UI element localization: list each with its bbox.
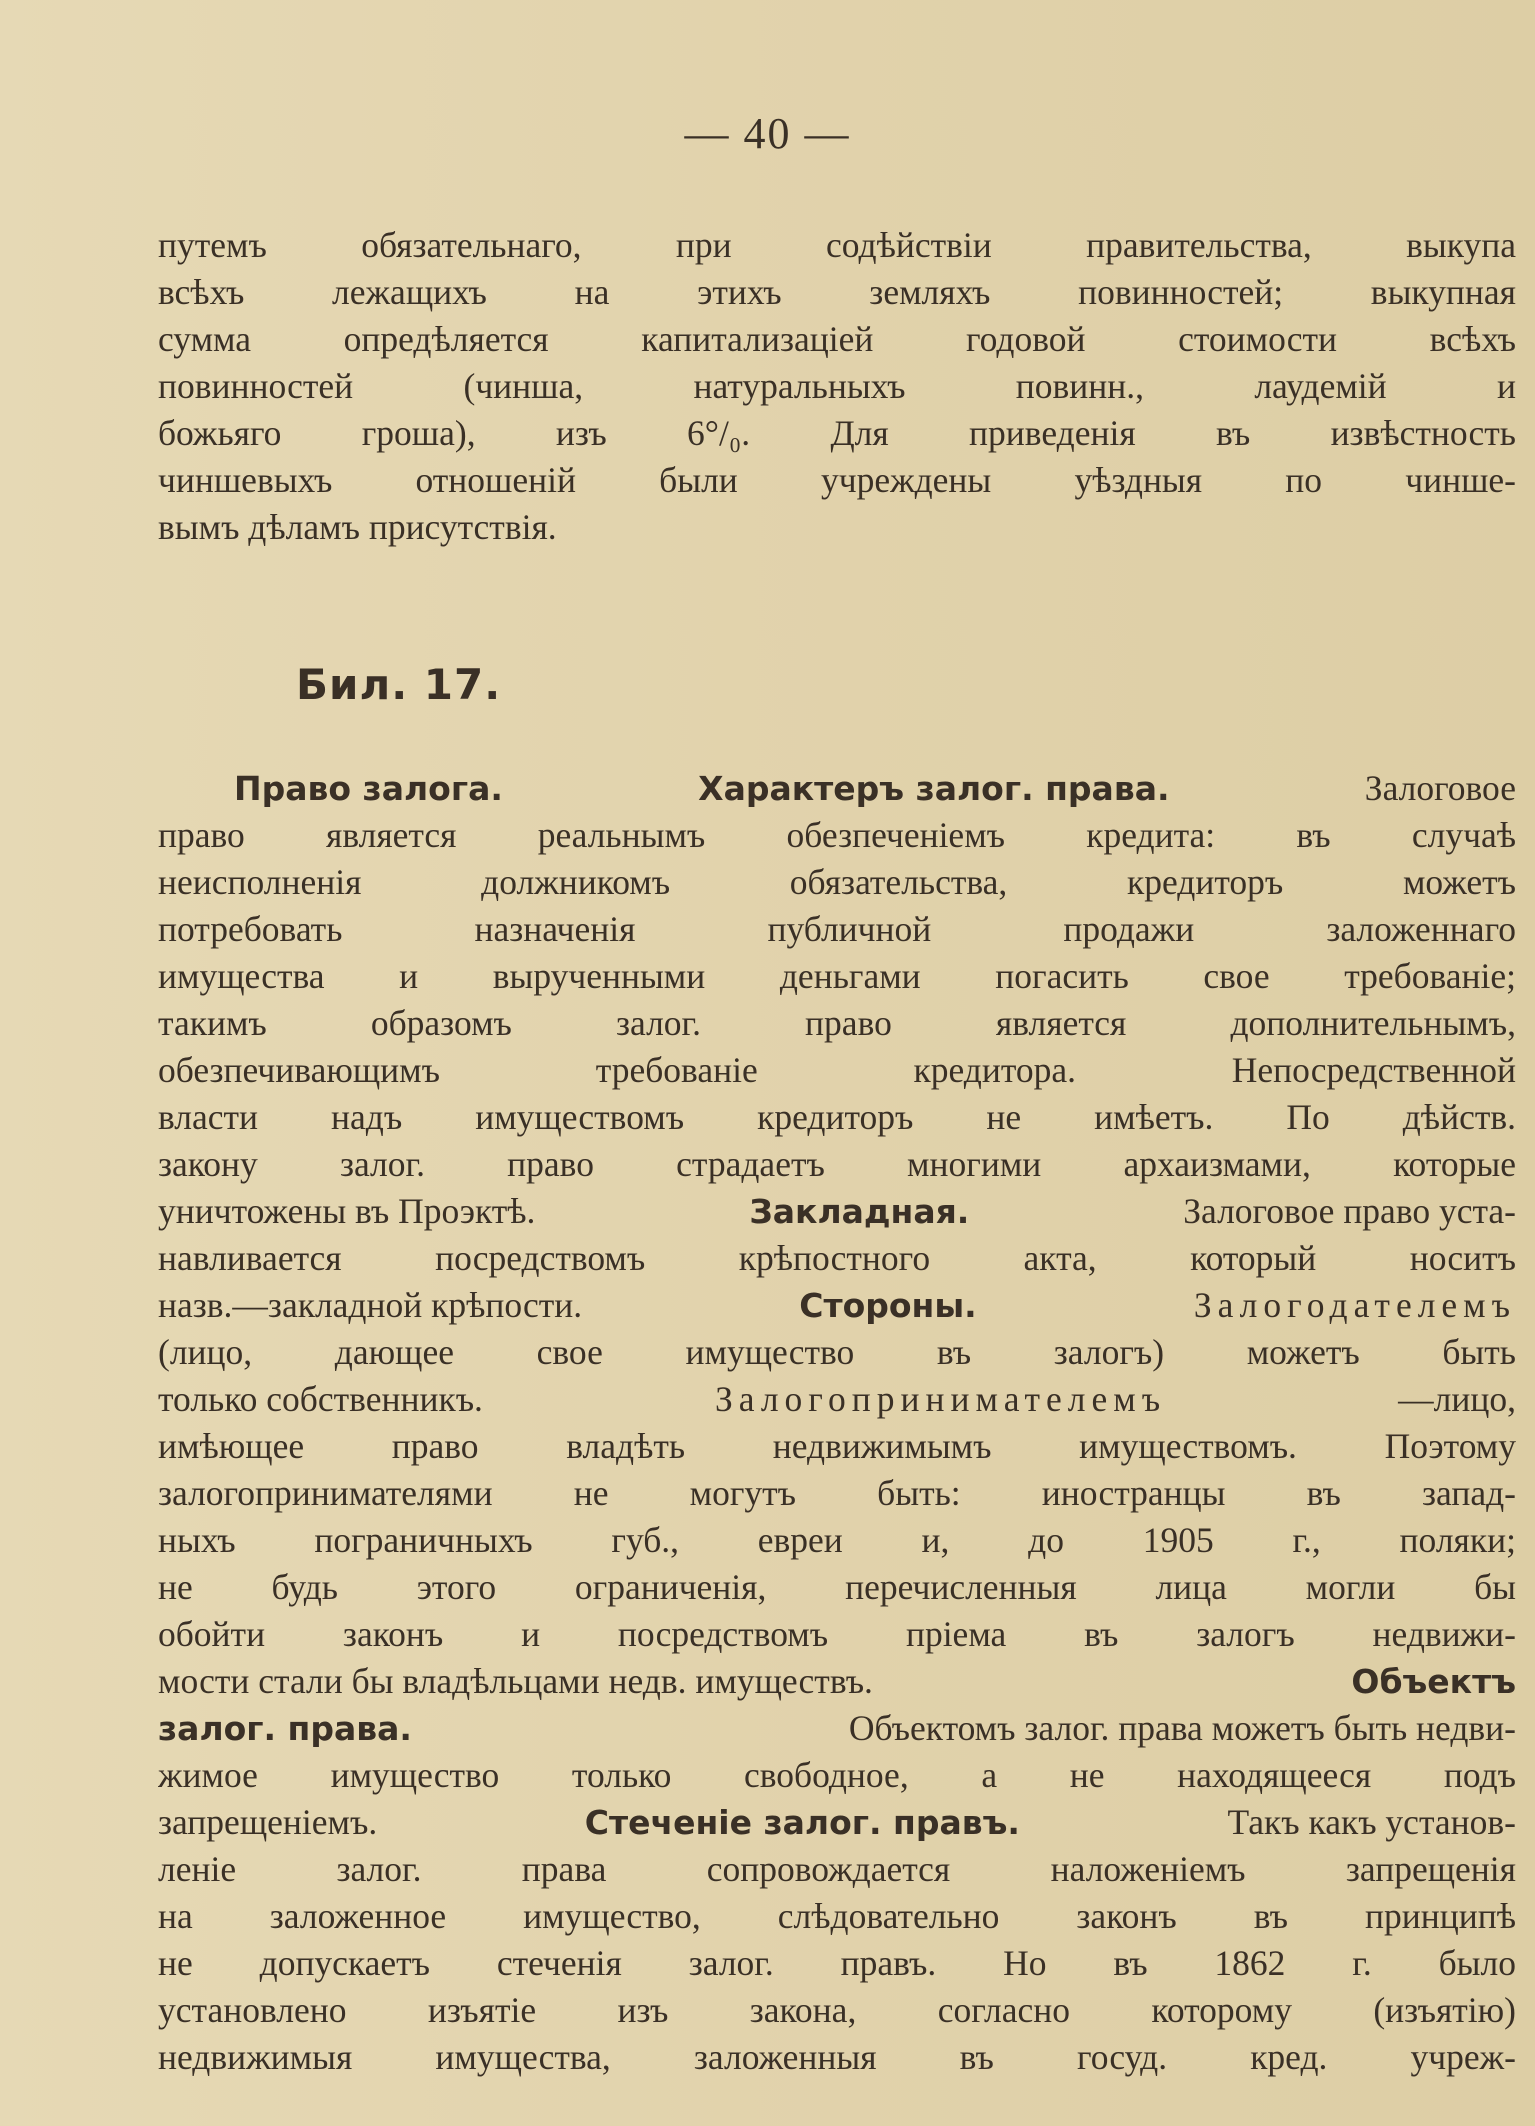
text-line: потребовать назначенія публичной продажи заложеннаго bbox=[158, 909, 1516, 949]
text-line: неисполненія должникомъ обязательства, кредиторъ можетъ bbox=[158, 862, 1516, 902]
paragraph-intro bbox=[158, 222, 1516, 551]
page-number: — 40 — bbox=[684, 109, 851, 158]
bold-heading: Характеръ залог. права. bbox=[698, 769, 1170, 808]
text-line: такимъ образомъ залог. право является дополнительнымъ, bbox=[158, 1003, 1516, 1043]
text-line: имѣющее право владѣть недвижимымъ имуществомъ. Поэтому bbox=[158, 1426, 1516, 1466]
text-line bbox=[158, 1376, 1516, 1423]
inline-text: мости стали бы владѣльцами недв. имуществъ. bbox=[158, 1661, 873, 1701]
section-heading: Бил. 17. bbox=[296, 660, 502, 709]
spaced-term: Залогопринимателемъ bbox=[714, 1379, 1167, 1419]
text-line: путемъ обязательнаго, при содѣйствіи правительства, выкупа bbox=[158, 225, 1516, 265]
bold-heading: Стеченіе залог. правъ. bbox=[584, 1803, 1020, 1842]
bold-heading: Стороны. bbox=[799, 1286, 977, 1325]
text-line bbox=[158, 1282, 1516, 1329]
text-line: обойти законъ и посредствомъ пріема въ залогъ недвижи- bbox=[158, 1614, 1516, 1654]
bold-heading: залог. права. bbox=[158, 1709, 412, 1748]
text-line: установлено изъятіе изъ закона, согласно которому (изъятію) bbox=[158, 1990, 1516, 2030]
text-line: вымъ дѣламъ присутствія. bbox=[158, 507, 557, 547]
text-line bbox=[158, 1188, 1516, 1235]
inline-text: уничтожены въ Проэктѣ. bbox=[158, 1191, 536, 1231]
text-line: жимое имущество только свободное, а не находящееся подъ bbox=[158, 1755, 1516, 1795]
text-line: (лицо, дающее свое имущество въ залогъ) можетъ быть bbox=[158, 1332, 1516, 1372]
text-line: ныхъ пограничныхъ губ., евреи и, до 1905 г., поляки; bbox=[158, 1520, 1516, 1560]
inline-text: —лицо, bbox=[1398, 1379, 1516, 1419]
text-line bbox=[158, 765, 1516, 812]
paragraph-main bbox=[158, 765, 1516, 2081]
bold-heading: Объектъ bbox=[1351, 1662, 1516, 1701]
text-line bbox=[158, 1658, 1516, 1705]
spaced-term: Залогодателемъ bbox=[1193, 1285, 1516, 1325]
inline-text: Залоговое право уста- bbox=[1183, 1191, 1516, 1231]
text-line: повинностей (чинша, натуральныхъ повинн., лаудемій и bbox=[158, 366, 1516, 406]
inline-text: запрещеніемъ. bbox=[158, 1802, 378, 1842]
text-line: навливается посредствомъ крѣпостного акта, который носитъ bbox=[158, 1238, 1516, 1278]
bold-heading: Право залога. bbox=[234, 769, 503, 808]
text-line: божьяго гроша), изъ 6°/₀. Для приведенія въ извѣстность bbox=[158, 413, 1516, 453]
inline-text: назв.—закладной крѣпости. bbox=[158, 1285, 583, 1325]
text-line: власти надъ имуществомъ кредиторъ не имѣетъ. По дѣйств. bbox=[158, 1097, 1516, 1137]
inline-text: Объектомъ залог. права можетъ быть недви- bbox=[848, 1708, 1516, 1748]
text-line: не допускаетъ стеченія залог. правъ. Но въ 1862 г. было bbox=[158, 1943, 1516, 1983]
text-line: на заложенное имущество, слѣдовательно законъ въ принципѣ bbox=[158, 1896, 1516, 1936]
bold-heading: Закладная. bbox=[749, 1192, 970, 1231]
text-line: чиншевыхъ отношеній были учреждены уѣздныя по чинше- bbox=[158, 460, 1516, 500]
text-line: право является реальнымъ обезпеченіемъ кредита: въ случаѣ bbox=[158, 815, 1516, 855]
text-line bbox=[158, 1705, 1516, 1752]
text-line bbox=[158, 1799, 1516, 1846]
text-line: имущества и вырученными деньгами погасить свое требованіе; bbox=[158, 956, 1516, 996]
text-line: залогопринимателями не могутъ быть: иностранцы въ запад- bbox=[158, 1473, 1516, 1513]
inline-text: Залоговое bbox=[1364, 768, 1516, 808]
inline-text: только собственникъ. bbox=[158, 1379, 483, 1419]
text-line: сумма опредѣляется капитализацiей годовой стоимости всѣхъ bbox=[158, 319, 1516, 359]
text-line: леніе залог. права сопровождается наложеніемъ запрещенія bbox=[158, 1849, 1516, 1889]
text-line: недвижимыя имущества, заложенныя въ госуд. кред. учреж- bbox=[158, 2037, 1516, 2077]
text-line: обезпечивающимъ требованіе кредитора. Непосредственной bbox=[158, 1050, 1516, 1090]
inline-text: Такъ какъ установ- bbox=[1227, 1802, 1516, 1842]
text-line: не будь этого ограниченія, перечисленныя лица могли бы bbox=[158, 1567, 1516, 1607]
text-line: закону залог. право страдаетъ многими архаизмами, которые bbox=[158, 1144, 1516, 1184]
text-line: всѣхъ лежащихъ на этихъ земляхъ повинностей; выкупная bbox=[158, 272, 1516, 312]
